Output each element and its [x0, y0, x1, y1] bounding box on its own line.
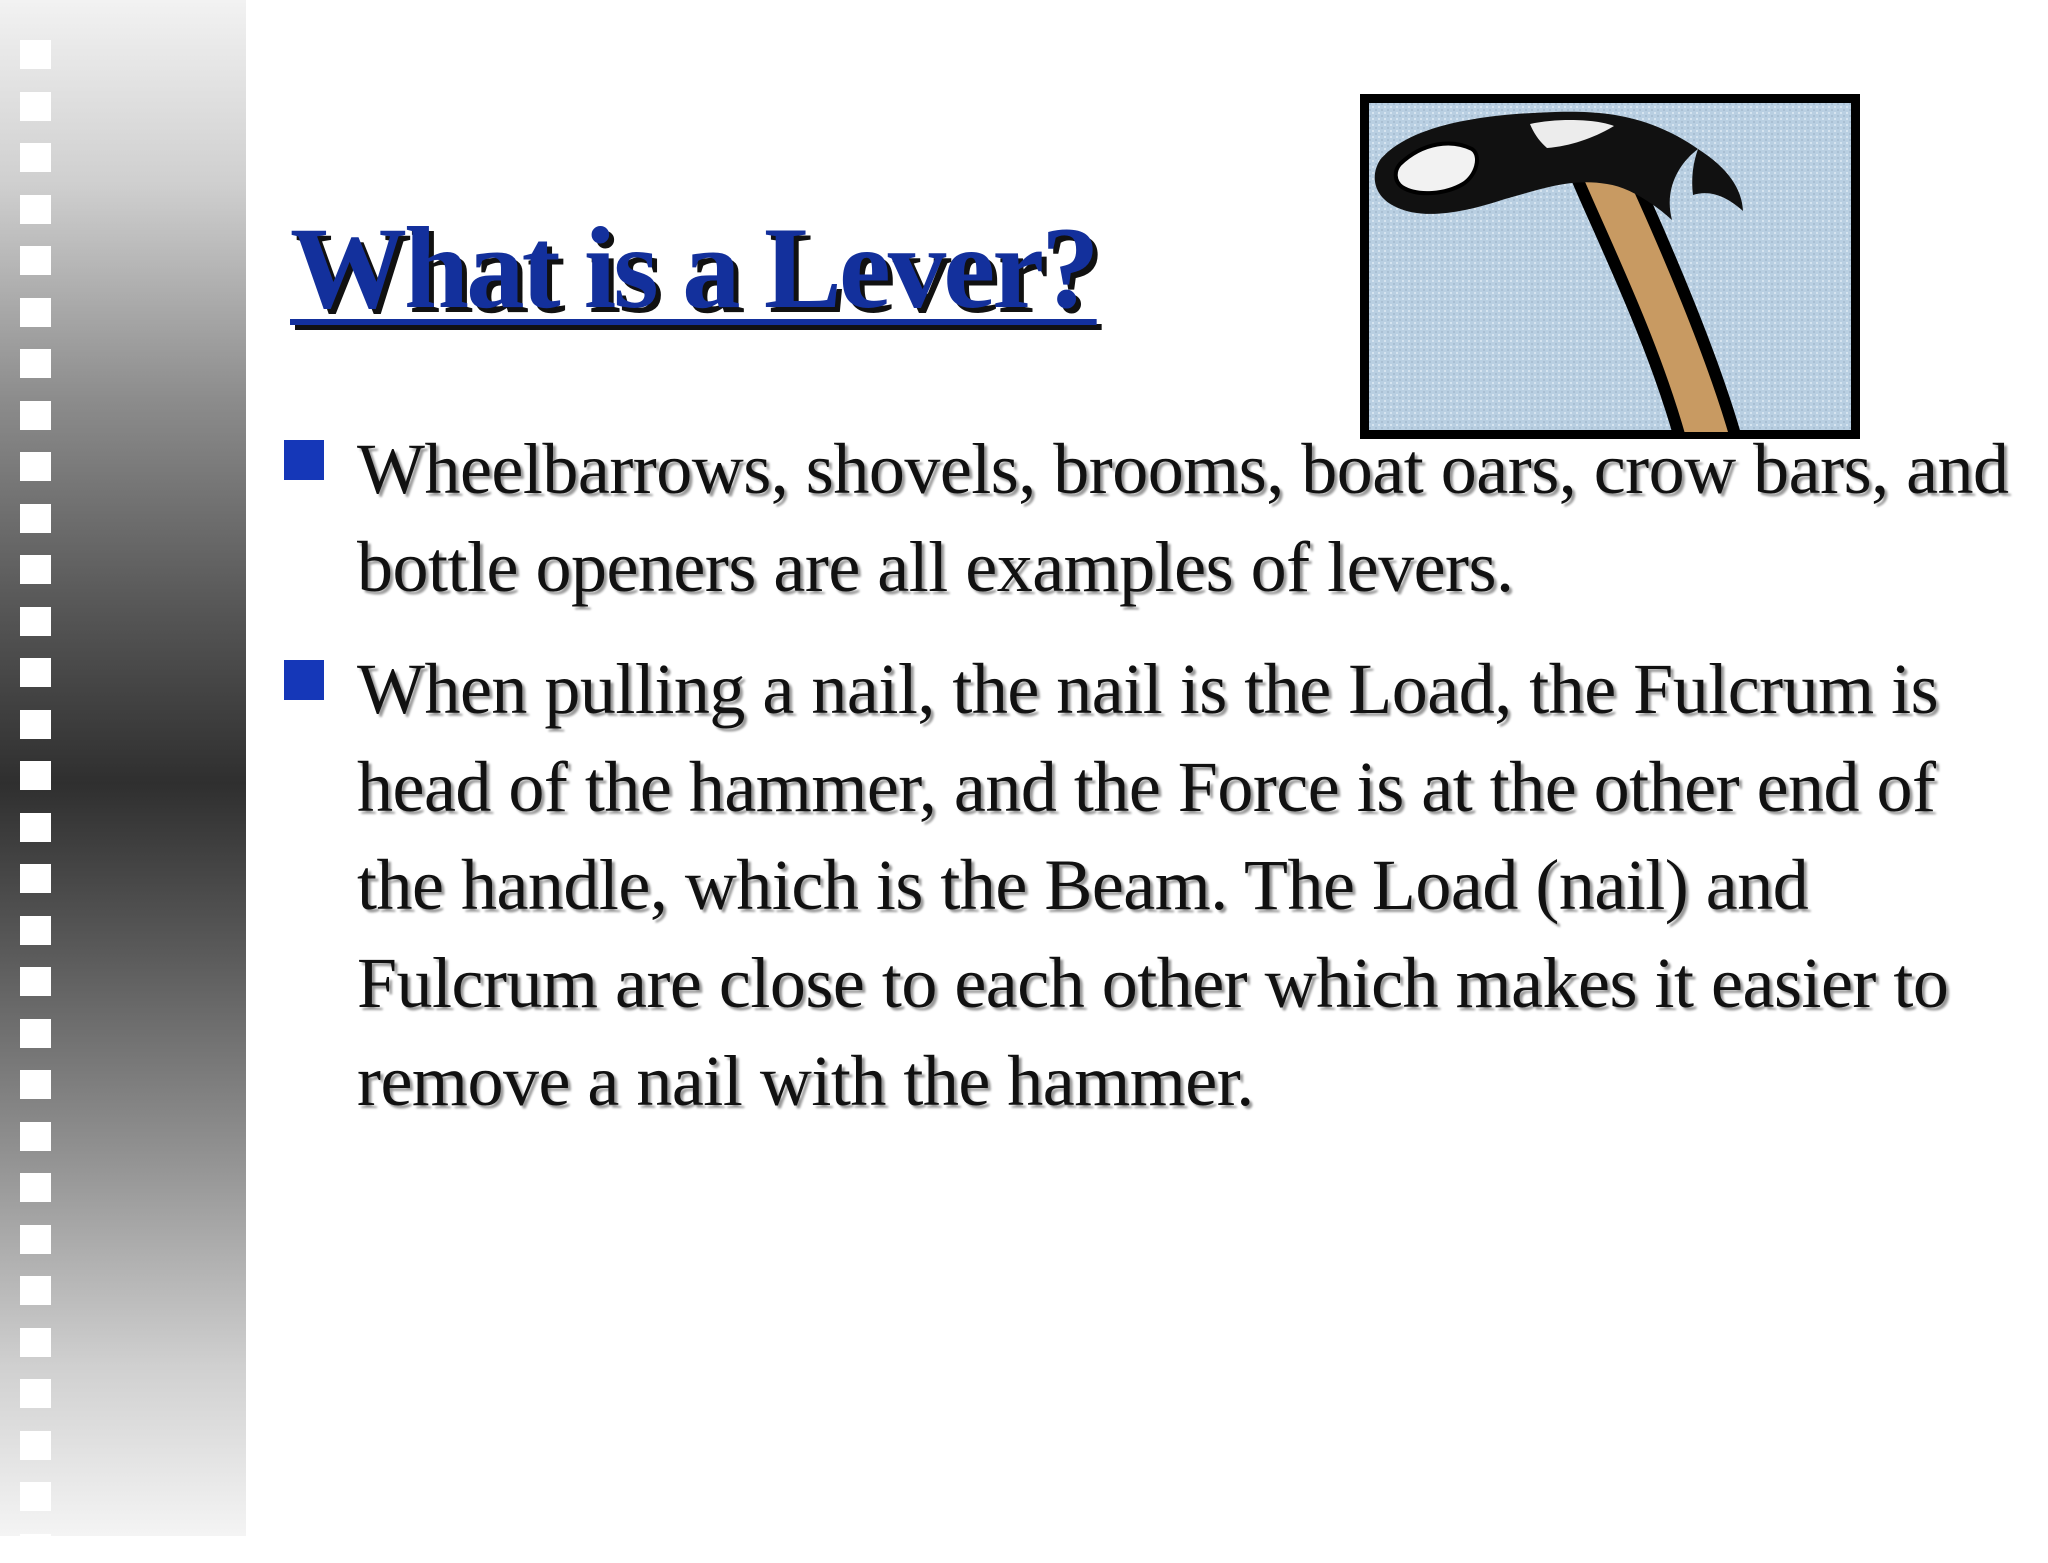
film-strip-hole: [20, 1431, 51, 1460]
film-strip-hole: [20, 1225, 51, 1254]
square-bullet-icon: [284, 440, 324, 480]
film-strip-hole: [20, 761, 51, 790]
slide-title: What is a Lever?: [290, 204, 1097, 333]
film-strip-hole: [20, 92, 51, 121]
film-strip-hole: [20, 555, 51, 584]
film-strip-hole: [20, 246, 51, 275]
film-strip-hole: [20, 1019, 51, 1048]
hammer-clipart: [1360, 94, 1860, 439]
film-strip-hole: [20, 658, 51, 687]
bullet-item: [284, 420, 2024, 616]
film-strip-hole: [20, 1173, 51, 1202]
film-strip-hole: [20, 1276, 51, 1305]
film-strip-hole: [20, 349, 51, 378]
film-strip-hole: [20, 195, 51, 224]
film-strip-hole: [20, 916, 51, 945]
film-strip-hole: [20, 40, 51, 69]
film-strip-hole: [20, 1379, 51, 1408]
film-strip-hole: [20, 864, 51, 893]
film-strip-hole: [20, 1328, 51, 1357]
square-bullet-icon: [284, 660, 324, 700]
film-strip-hole: [20, 298, 51, 327]
film-strip-hole: [20, 1534, 51, 1563]
film-strip-hole: [20, 607, 51, 636]
film-strip-hole: [20, 452, 51, 481]
bullet-text: When pulling a nail, the nail is the Load, the Fulcrum is head of the hammer, and the Force is at the other end of the handle, which is the Beam. The Load (nail) and Fulcrum are close to each other which makes it easier to remove a nail with the hammer.: [357, 649, 1949, 1121]
bullet-item: [284, 640, 2024, 1130]
film-strip-hole: [20, 813, 51, 842]
film-strip-hole: [20, 504, 51, 533]
film-strip-hole: [20, 143, 51, 172]
film-strip-hole: [20, 1482, 51, 1511]
film-strip-hole: [20, 1122, 51, 1151]
film-strip-hole: [20, 967, 51, 996]
film-strip-hole: [20, 1070, 51, 1099]
film-strip-holes: [20, 0, 52, 1536]
film-strip-sidebar: [0, 0, 246, 1536]
bullet-text: Wheelbarrows, shovels, brooms, boat oars, crow bars, and bottle openers are all examples of levers.: [357, 429, 2009, 607]
film-strip-hole: [20, 401, 51, 430]
film-strip-hole: [20, 710, 51, 739]
bullet-list: [284, 420, 2024, 1130]
